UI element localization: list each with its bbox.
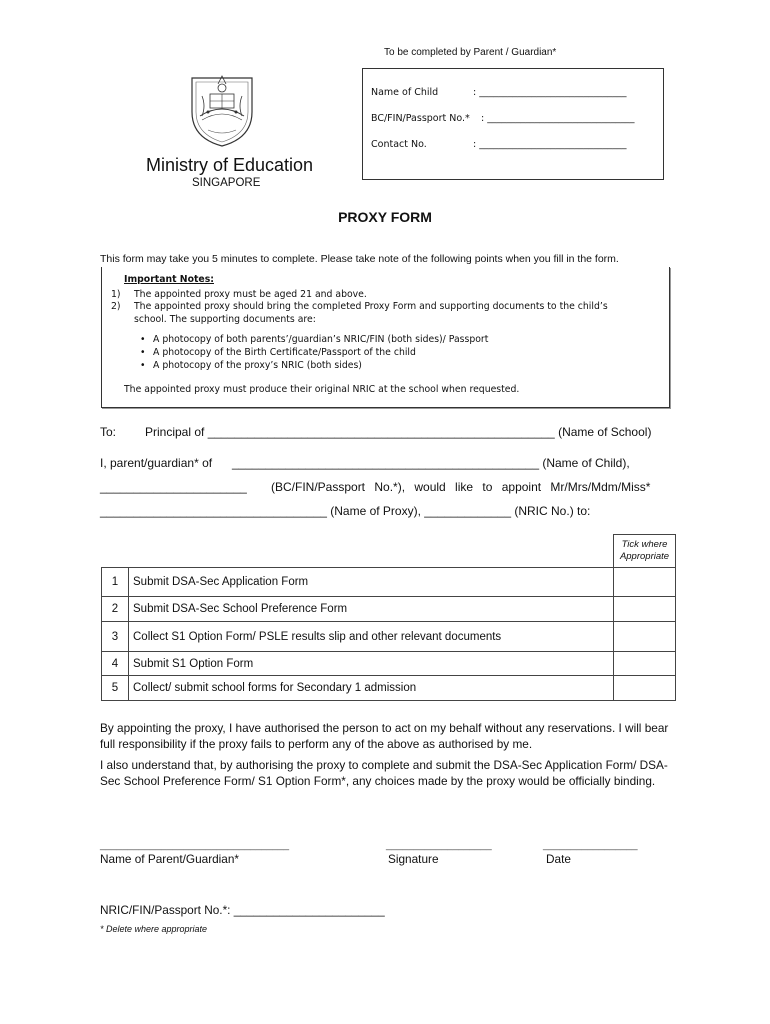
- intro-text: This form may take you 5 minutes to complete. Please take note of the following points when you fill in the form.: [100, 253, 619, 265]
- tick-box[interactable]: [614, 652, 676, 676]
- binding-paragraph: I also understand that, by authorising the proxy to complete and submit the DSA-Sec Application Form/ DSA-Sec School Preference Form/ S1 Option Form*, any choices made by the proxy would be officially binding.: [100, 758, 668, 788]
- table-row: [102, 597, 676, 622]
- signature-label: Signature: [388, 852, 439, 866]
- note-text: The appointed proxy must be aged 21 and above.: [134, 289, 367, 300]
- table-header-row: [102, 535, 676, 568]
- date-label: Date: [546, 852, 571, 866]
- bullet-item: [140, 334, 488, 346]
- bullet-item: [140, 360, 362, 372]
- nric-field[interactable]: NRIC/FIN/Passport No.*: _______________________: [100, 903, 385, 917]
- ministry-country: SINGAPORE: [192, 177, 261, 189]
- form-title: PROXY FORM: [338, 209, 432, 225]
- proxy-tasks-table: [101, 534, 676, 701]
- contact-field[interactable]: : _______________________________: [473, 139, 627, 150]
- moe-crest-logo: [188, 72, 256, 148]
- bullet-icon: •: [140, 334, 146, 345]
- ministry-name: Ministry of Education: [146, 155, 314, 175]
- table-row: [102, 568, 676, 597]
- contact-row: [371, 139, 627, 150]
- important-notes-box: [101, 267, 670, 408]
- tick-box[interactable]: [614, 622, 676, 652]
- note-number: 2): [111, 301, 121, 312]
- row-number: 2: [102, 597, 129, 622]
- tick-header: Tick where Appropriate: [614, 535, 676, 568]
- bullet-text: A photocopy of both parents’/guardian’s NRIC/FIN (both sides)/ Passport: [153, 334, 489, 345]
- tick-box[interactable]: [614, 676, 676, 701]
- row-number: 3: [102, 622, 129, 652]
- school-name-field[interactable]: Principal of ____________________________________________________ (Name of School): [145, 425, 652, 439]
- row-task: Collect/ submit school forms for Secondary 1 admission: [129, 676, 614, 701]
- appoint-intro: I, parent/guardian* of: [100, 456, 213, 470]
- appoint-text: (BC/FIN/Passport No.*), would like to appoint Mr/Mrs/Mdm/Miss*: [271, 480, 651, 494]
- row-task: Submit S1 Option Form: [129, 652, 614, 676]
- table-row: [102, 622, 676, 652]
- child-details-box: [362, 68, 664, 180]
- child-name-line[interactable]: ______________________________________________ (Name of Child),: [232, 456, 630, 470]
- parent-name-label: Name of Parent/Guardian*: [100, 852, 240, 866]
- row-number: 5: [102, 676, 129, 701]
- note-item: [111, 301, 608, 313]
- row-number: 1: [102, 568, 129, 597]
- row-task: Submit DSA-Sec School Preference Form: [129, 597, 614, 622]
- row-task: Submit DSA-Sec Application Form: [129, 568, 614, 597]
- note-number: 1): [111, 289, 121, 300]
- bullet-item: [140, 347, 416, 359]
- child-name-field[interactable]: : _______________________________: [473, 87, 627, 98]
- to-label: To:: [100, 425, 117, 439]
- child-name-label: Name of Child: [371, 87, 439, 98]
- parent-name-line[interactable]: __________________________________: [100, 840, 290, 851]
- tick-box[interactable]: [614, 568, 676, 597]
- child-id-field[interactable]: : _______________________________: [481, 113, 635, 124]
- authorisation-paragraph: By appointing the proxy, I have authorised the person to act on my behalf without any reservations. I will bear full responsibility if the proxy fails to perform any of the above as authorised by me.: [100, 721, 669, 751]
- bullet-text: A photocopy of the Birth Certificate/Passport of the child: [153, 347, 416, 358]
- note-text: The appointed proxy should bring the completed Proxy Form and supporting documents to the child’s: [134, 301, 608, 312]
- notes-title: Important Notes:: [124, 274, 214, 285]
- child-name-row: [371, 87, 627, 98]
- child-id-row: [371, 113, 635, 124]
- footnote: * Delete where appropriate: [100, 924, 208, 934]
- bullet-icon: •: [140, 360, 146, 371]
- completion-note: To be completed by Parent / Guardian*: [384, 47, 557, 58]
- note-item: [111, 289, 367, 301]
- bullet-text: A photocopy of the proxy’s NRIC (both sides): [153, 360, 362, 371]
- signature-line[interactable]: ___________________: [386, 840, 492, 851]
- contact-label: Contact No.: [371, 139, 427, 150]
- row-number: 4: [102, 652, 129, 676]
- table-row: [102, 652, 676, 676]
- proxy-details-line[interactable]: __________________________________ (Name of Proxy), _____________ (NRIC No.) to:: [100, 504, 591, 518]
- table-row: [102, 676, 676, 701]
- date-line[interactable]: _________________: [543, 840, 638, 851]
- bullet-icon: •: [140, 347, 146, 358]
- note-continuation: school. The supporting documents are:: [134, 314, 316, 325]
- child-id-label: BC/FIN/Passport No.*: [371, 113, 470, 124]
- child-id-line[interactable]: ______________________: [100, 480, 247, 494]
- tick-box[interactable]: [614, 597, 676, 622]
- row-task: Collect S1 Option Form/ PSLE results slip and other relevant documents: [129, 622, 614, 652]
- notes-final: The appointed proxy must produce their original NRIC at the school when requested.: [124, 384, 520, 395]
